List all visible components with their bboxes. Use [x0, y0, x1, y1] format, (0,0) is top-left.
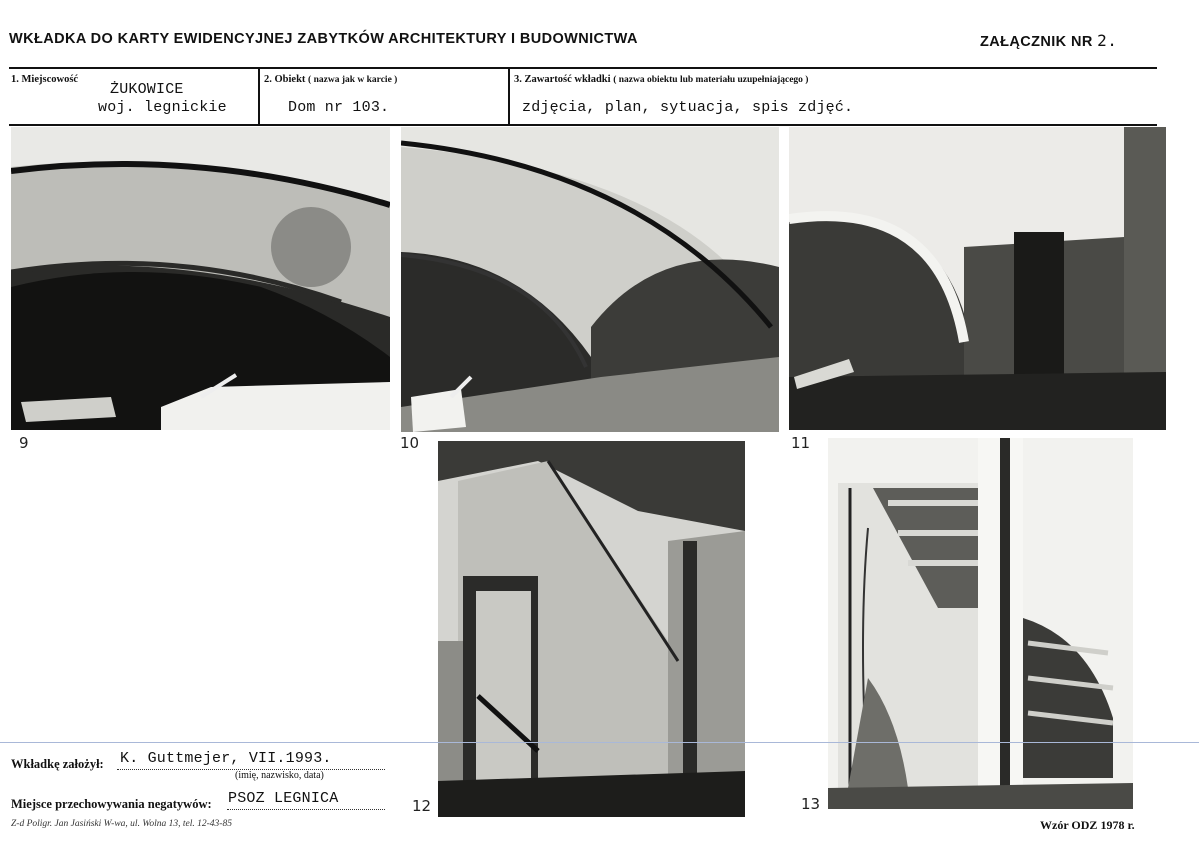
- photo-11-number: 11: [791, 434, 811, 452]
- founder-value: K. Guttmejer, VII.1993.: [120, 750, 332, 767]
- photo-9-cellar-vault: [11, 127, 390, 430]
- photo-12-wooden-stair-enclosure: [438, 441, 745, 817]
- annex-label: [980, 31, 1117, 50]
- photo-9-number: 9: [19, 434, 29, 452]
- storage-label: Miejsce przechowywania negatywów:: [11, 797, 212, 811]
- field-separator: [258, 69, 260, 124]
- object-label-text: 2. Obiekt: [264, 74, 306, 85]
- photo-10-cellar-arch: [401, 127, 779, 432]
- field-separator: [508, 69, 510, 124]
- top-rule: [9, 67, 1157, 69]
- object-label: [264, 74, 397, 85]
- voivodeship-value: woj. legnickie: [98, 99, 227, 116]
- contents-label-text: 3. Zawartość wkładki: [514, 74, 611, 85]
- contents-label-note: ( nazwa obiektu lub materiału uzupełniającego ): [613, 75, 809, 85]
- locality-value: ŻUKOWICE: [110, 81, 184, 98]
- contents-value: zdjęcia, plan, sytuacja, spis zdjęć.: [522, 99, 854, 116]
- photo-11-cellar-corridor: [789, 127, 1166, 430]
- template-code: Wzór ODZ 1978 r.: [1040, 818, 1135, 832]
- photo-12-number: 12: [412, 797, 432, 815]
- object-value: Dom nr 103.: [288, 99, 390, 116]
- printer-imprint: Z-d Poligr. Jan Jasiński W-wa, ul. Wolna 13, tel. 12-43-85: [11, 819, 232, 829]
- annex-number: 2.: [1097, 31, 1118, 50]
- storage-value: PSOZ LEGNICA: [228, 790, 339, 807]
- photo-10-number: 10: [400, 434, 420, 452]
- founder-label: Wkładkę założył:: [11, 757, 104, 771]
- founder-caption: (imię, nazwisko, data): [235, 770, 324, 781]
- photo-13-number: 13: [801, 795, 821, 813]
- photo-13-spiral-staircase: [828, 438, 1133, 809]
- locality-label: 1. Miejscowość: [11, 74, 79, 85]
- contents-label: [514, 74, 808, 85]
- object-label-note: ( nazwa jak w karcie ): [308, 75, 398, 85]
- document-title: WKŁADKA DO KARTY EWIDENCYJNEJ ZABYTKÓW ARCHITEKTURY I BUDOWNICTWA: [9, 31, 638, 47]
- scan-artifact-line: [0, 742, 1199, 743]
- bottom-rule: [9, 124, 1157, 126]
- annex-label-text: ZAŁĄCZNIK NR: [980, 34, 1093, 50]
